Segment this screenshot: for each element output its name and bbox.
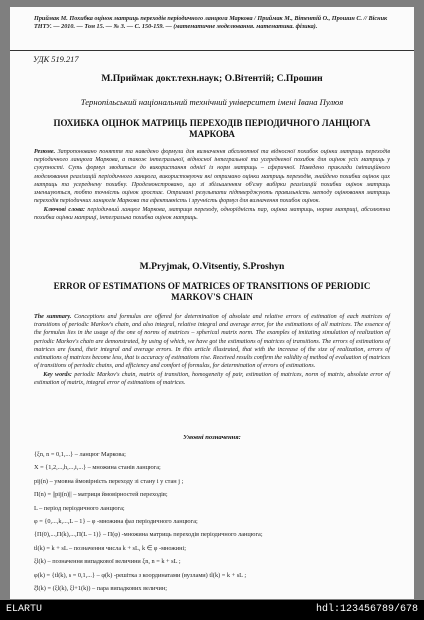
- title-ukrainian: ПОХИБКА ОЦІНОК МАТРИЦЬ ПЕРЕХОДІВ ПЕРІОДИЧНОГО ЛАНЦЮГА МАРКОВА: [53, 118, 371, 140]
- abstract-ua-lead: Резюме.: [34, 149, 56, 155]
- keywords-ua: періодичний ланцюг Маркова, матриця переходу, однорідність пар, оцінка матриць, норма матриці, абсолютна похибка оцінки матриці, інтегральна похибка оцінок матриць.: [34, 206, 391, 221]
- handle-identifier: hdl:123456789/678: [315, 604, 418, 615]
- notation-item: pij(n) – умовна ймовірність переходу зі стану i у стан j ;: [34, 477, 184, 485]
- viewer-footer-bar: [0, 600, 424, 620]
- abstract-english: [34, 313, 390, 387]
- affiliation: Тернопільський національний технічний університет імені Івана Пулюя: [80, 97, 344, 107]
- citation-header: Приймак М. Похибка оцінок матриць переходів періодичного ланцюга Маркова / Приймак М., Вітентій О., Прошин С. // Вісник ТНТУ. — 2010. — Том 15. — № 3. — С. 150-159. — (математичне моделювання. математика. фізика).: [34, 15, 388, 30]
- notation-item: tl(k) = k + sL – позначення числа k + sL, k ∈ φ -множині;: [34, 544, 186, 552]
- title-english: ERROR OF ESTIMATIONS OF MATRICES OF TRANSITIONS OF PERIODIC MARKOV'S CHAIN: [53, 281, 371, 303]
- abstract-en-lead: The summary.: [34, 314, 72, 320]
- abstract-ukrainian: [34, 148, 390, 222]
- notation-item: L – період періодичного ланцюга;: [34, 504, 125, 512]
- abstract-ua-text: Запропоновано поняття та наведено формули для визначення абсолютної та відносної похибок оцінки матриць переходів періодичного ланцюга Маркова, а також інтегральної, відносної інтегральної та усередненої похибок для оцінок усіх матриць у сукупності. Суть формул зводиться до використання однієї із норм матриць – сферичної. Наведено приклади імітаційного моделювання реалізацій періодичного ланцюга, використовуючи які отримано оцінки матриць переходів, знайдено похибки оцінок цих матриць та усереднену похибку. Продемонстровано, що зі збільшенням об'єму вибірки реалізацій похибки оцінок матриць зменшуються, тобто точність оцінок зростає. Отримані результати підтверджують правильність методу оцінювання матриць переходів періодичних ланцюгів Маркова та ефективність і зручність формул для визначення похибок оцінок.: [34, 149, 390, 205]
- keywords-en-label: Key words:: [43, 371, 72, 378]
- notation-list: [34, 448, 394, 595]
- abstract-en-text: Conceptions and formulas are offered for determination of absolute and relative errors of estimation of each matrices of transitions of periodic Markov's chain, and also integral, relative integral and average error, for the estimations of all matrices. The essence of the formulas lies in the usage of the one of norms of matrices – spherical matrix norm. The examples of imitating simulation of realization of periodic Markov's chain are demonstrated, by using of which, we have got the estimations of matrices of transitions. The errors of estimations of matrices are found, their integral and average errors. In this article illustrated, that with the increase of the size of realization, errors of estimations of matrices become less, that is accuracy of estimations rise. Received results confirm the validity of method of evaluation of matrices of transitions of periodic chains, and efficiency and comfort of formulas, for determination of errors of estimations.: [34, 314, 390, 370]
- notation-item: {ξn, n = 0,1,...} – ланцюг Маркова;: [34, 451, 126, 458]
- notation-item: φ = {0,...,k,...,L – 1} – φ -множина фаз періодичного ланцюга;: [34, 518, 198, 526]
- notation-item: ξ̄l(k) = (ξl(k), ξl+1(k)) – пара випадкових величин;: [34, 585, 167, 593]
- udc-code: УДК 519.217: [33, 55, 79, 64]
- repository-name: ELARTU: [6, 604, 43, 615]
- notation-item: X = {1,2,...,h,...,i,...} – множина станів ланцюга;: [34, 464, 161, 472]
- notation-item: {Π(0),...,Π(k),...,Π(L – 1)} – Π(φ) -множина матриць переходів періодичного ланцюга;: [34, 531, 263, 539]
- keywords-en: periodic Markov's chain, matrix of transition, homogeneity of pair, estimation of matrices, norm of matrix, absolute error of estimation of matrix, integral error of estimations of matrices.: [34, 371, 391, 386]
- notation-heading: Умовні позначення:: [183, 434, 241, 441]
- notation-item: φ(k) = {tl(k), s = 0,1,...} – φ(k) -решітка з координатами (вузлами) tl(k) = k + sL ;: [34, 571, 247, 579]
- notation-item: Π(n) = ||pij(n)|| – матриця ймовірностей переходів;: [34, 491, 168, 499]
- authors-english: M.Pryjmak, O.Vitsentiy, S.Proshyn: [139, 261, 285, 272]
- notation-item: ξl(k) – позначення випадкової величини ξn, n = k + sL ;: [34, 558, 181, 566]
- keywords-ua-label: Ключові слова:: [43, 206, 85, 213]
- authors-ukrainian: М.Приймак докт.техн.наук; О.Вітентій; С.Прошин: [101, 73, 323, 84]
- document-page: [10, 7, 414, 599]
- header-rule: [10, 50, 414, 51]
